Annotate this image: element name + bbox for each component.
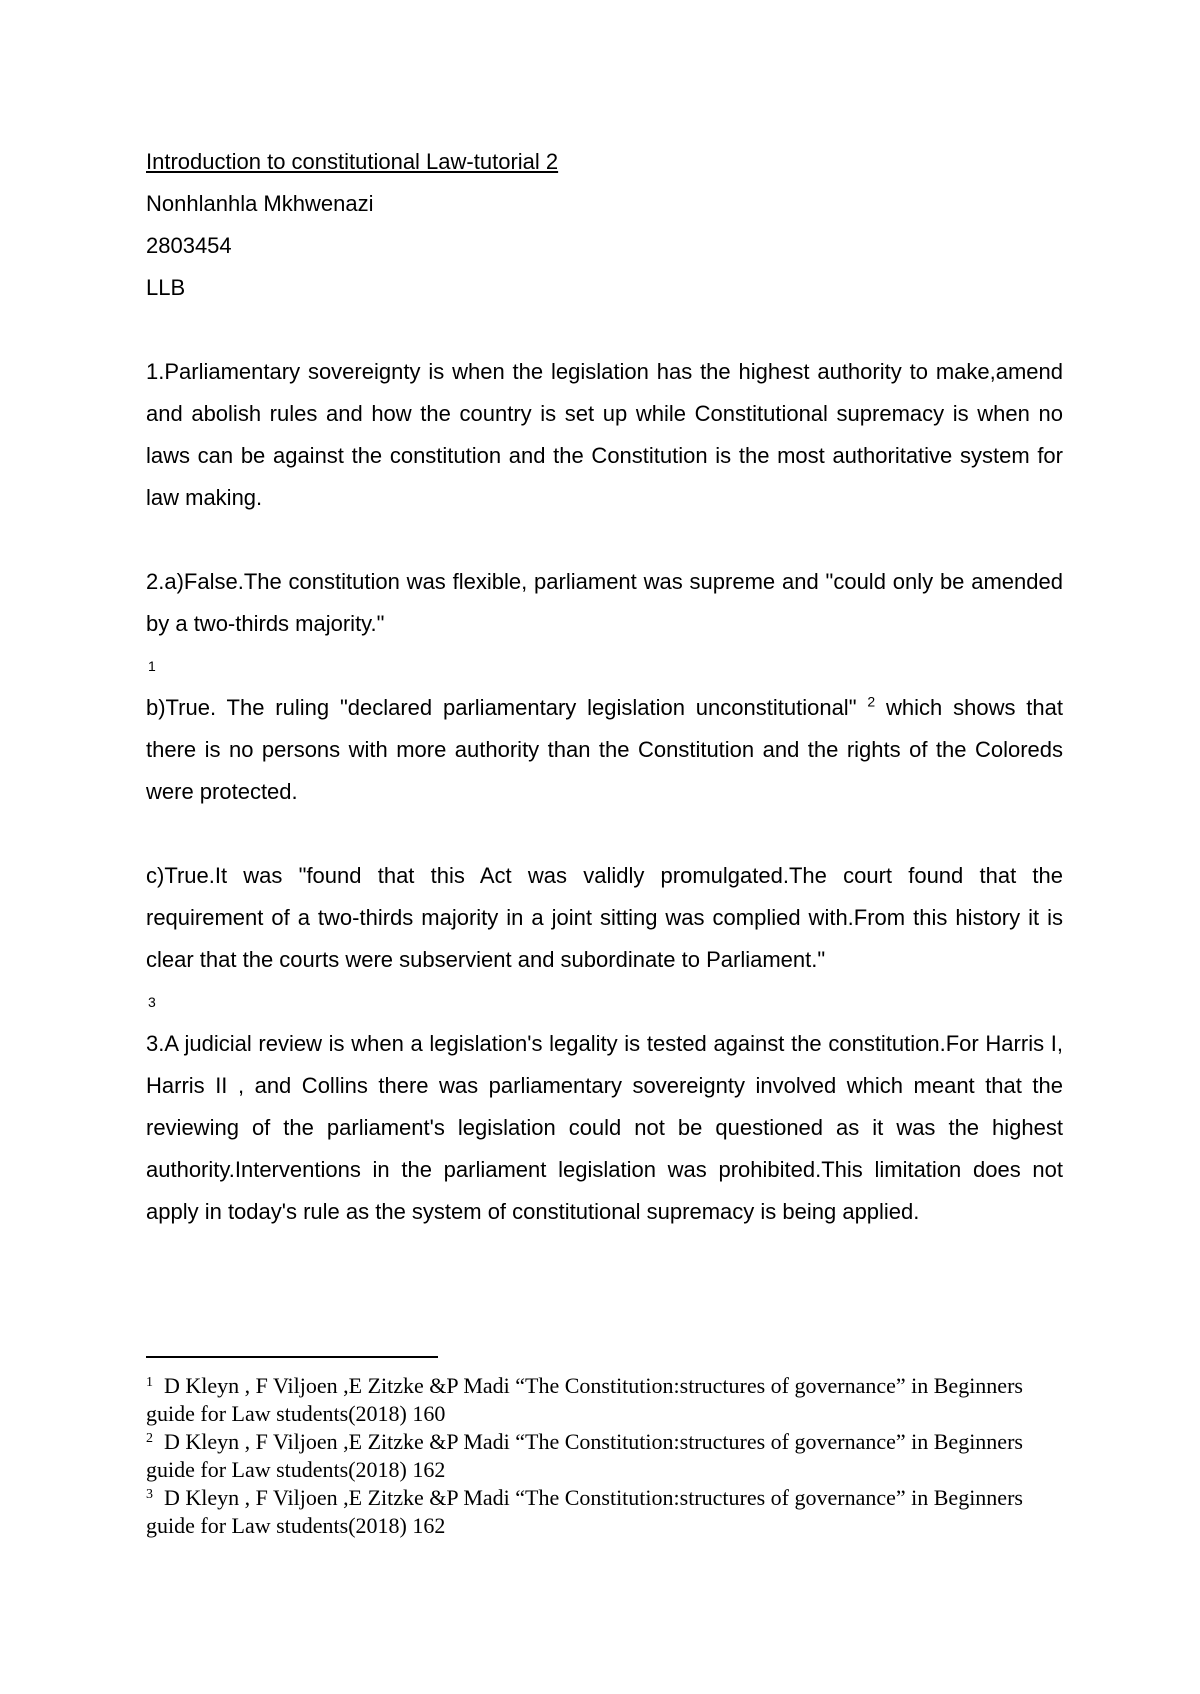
footnote-number: 3 [146, 1487, 153, 1502]
spacer [146, 309, 1063, 351]
document-title: Introduction to constitutional Law-tutorial 2 [146, 149, 559, 174]
spacer [146, 519, 1063, 561]
answer-3: 3.A judicial review is when a legislation's legality is tested against the constitution.For Harris I, Harris II , and Collins there was parliamentary sovereignty involved which meant that the reviewing of the parliament's legislation could not be questioned as it was the highest authority.Interventions in the parliament legislation was prohibited.This limitation does not apply in today's rule as the system of constitutional supremacy is being applied. [146, 1031, 1063, 1224]
footnote-number: 2 [146, 1431, 153, 1446]
spacer [146, 813, 1063, 855]
footnote-text: D Kleyn , F Viljoen ,E Zitzke &P Madi “The Constitution:structures of governance” in Beginners guide for Law students(2018) 162 [146, 1429, 1023, 1482]
footnote-text: D Kleyn , F Viljoen ,E Zitzke &P Madi “The Constitution:structures of governance” in Beginners guide for Law students(2018) 162 [146, 1485, 1023, 1538]
footnote-ref-1: 1 [148, 658, 156, 674]
degree: LLB [146, 275, 186, 300]
footnote-ref-3: 3 [148, 994, 156, 1010]
footnote-text: D Kleyn , F Viljoen ,E Zitzke &P Madi “The Constitution:structures of governance” in Beginners guide for Law students(2018) 160 [146, 1373, 1023, 1426]
footnote-2 [146, 1428, 1063, 1484]
footnote-separator [146, 1356, 438, 1358]
answer-2b-text-end: which shows that there is no persons with more authority than the Constitution and the rights of the Coloreds were protected. [146, 695, 1063, 804]
footnote-3 [146, 1484, 1063, 1540]
answer-1: 1.Parliamentary sovereignty is when the legislation has the highest authority to make,amend and abolish rules and how the country is set up while Constitutional supremacy is when no laws can be against the constitution and the Constitution is the most authoritative system for law making. [146, 359, 1063, 510]
answer-2c: c)True.It was "found that this Act was validly promulgated.The court found that the requirement of a two-thirds majority in a joint sitting was complied with.From this history it is clear that the courts were subservient and subordinate to Parliament." [146, 863, 1063, 972]
author-name: Nonhlanhla Mkhwenazi [146, 191, 374, 216]
answer-2b-text-start: b)True. The ruling "declared parliamentary legislation unconstitutional" [146, 695, 868, 720]
student-number: 2803454 [146, 233, 232, 258]
footnote-ref-2: 2 [867, 693, 876, 710]
footnotes-section [146, 1356, 1063, 1540]
document-body [146, 141, 1063, 1233]
footnote-number: 1 [146, 1375, 153, 1390]
answer-2b [146, 687, 1063, 813]
footnote-1 [146, 1372, 1063, 1428]
answer-2a: 2.a)False.The constitution was flexible, parliament was supreme and "could only be amended by a two-thirds majority." [146, 569, 1063, 636]
